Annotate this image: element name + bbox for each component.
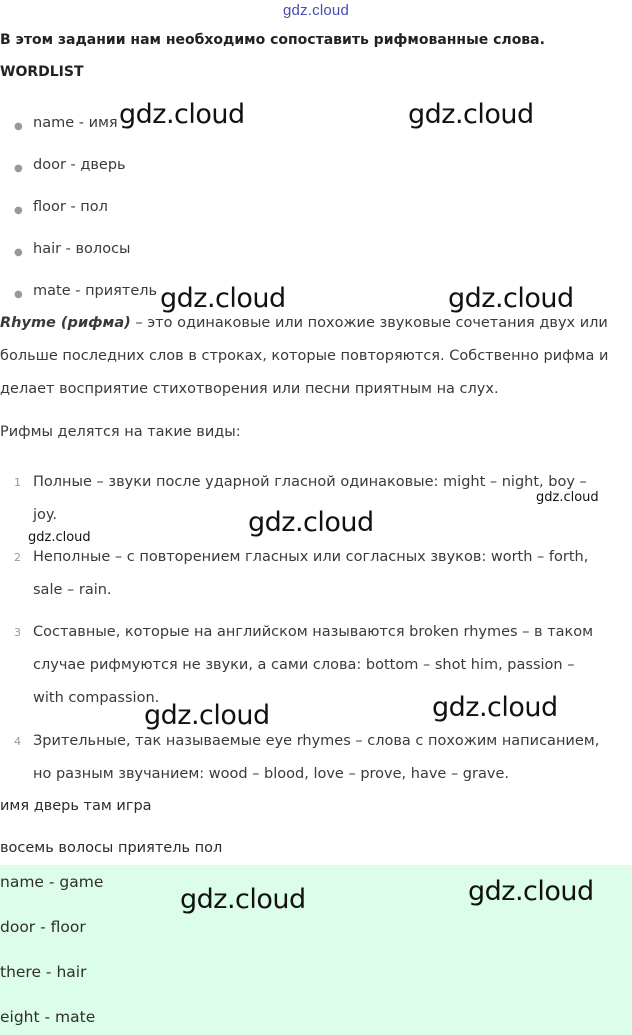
- list-item-line: Составные, которые на английском называются broken rhymes – в таком: [33, 624, 594, 640]
- watermark: gdz.cloud: [160, 283, 286, 314]
- watermark: gdz.cloud: [408, 99, 534, 130]
- list-item-line: sale – rain.: [33, 582, 112, 598]
- bullet-icon: ●: [14, 205, 23, 216]
- watermark: gdz.cloud: [536, 490, 599, 505]
- list-item-line: Полные – звуки после ударной гласной одинаковые: might – night, boy –: [33, 474, 587, 490]
- list-number: 4: [14, 735, 21, 748]
- task-words-line: восемь волосы приятель пол: [0, 840, 223, 856]
- rhyme-definition: [0, 315, 608, 331]
- rhyme-def-line: больше последних слов в строках, которые повторяются. Собственно рифма и: [0, 348, 609, 364]
- rhyme-def-line: делает восприятие стихотворения или песни приятным на слух.: [0, 381, 499, 397]
- intro-text: В этом задании нам необходимо сопоставить рифмованные слова.: [0, 32, 545, 48]
- answer-pair: there - hair: [0, 963, 87, 981]
- list-item-line: Зрительные, так называемые eye rhymes – слова с похожим написанием,: [33, 733, 600, 749]
- answer-pair: eight - mate: [0, 1008, 96, 1026]
- site-logo[interactable]: gdz.cloud: [282, 2, 349, 19]
- types-intro: Рифмы делятся на такие виды:: [0, 424, 241, 440]
- task-words-line: имя дверь там игра: [0, 798, 152, 814]
- wordlist-heading: WORDLIST: [0, 64, 84, 80]
- answer-pair: door - floor: [0, 918, 86, 936]
- list-number: 1: [14, 476, 21, 489]
- wordlist-item: mate - приятель: [33, 283, 158, 299]
- list-number: 3: [14, 626, 21, 639]
- list-item-line: joy.: [33, 507, 58, 523]
- bullet-icon: ●: [14, 289, 23, 300]
- bullet-icon: ●: [14, 121, 23, 132]
- watermark: gdz.cloud: [248, 507, 374, 538]
- rhyme-term: Rhyme (рифма): [0, 315, 131, 331]
- watermark: gdz.cloud: [119, 99, 245, 130]
- rhyme-def-text: – это одинаковые или похожие звуковые сочетания двух или: [130, 315, 608, 331]
- watermark: gdz.cloud: [468, 876, 594, 907]
- wordlist-item: hair - волосы: [33, 241, 131, 257]
- list-item-line: with compassion.: [33, 690, 160, 706]
- bullet-icon: ●: [14, 247, 23, 258]
- list-number: 2: [14, 551, 21, 564]
- wordlist-item: floor - пол: [33, 199, 108, 215]
- list-item-line: Неполные – с повторением гласных или согласных звуков: worth – forth,: [33, 549, 589, 565]
- list-item-line: случае рифмуются не звуки, а сами слова: bottom – shot him, passion –: [33, 657, 575, 673]
- watermark: gdz.cloud: [28, 530, 91, 545]
- answer-pair: name - game: [0, 873, 104, 891]
- list-item-line: но разным звучанием: wood – blood, love – prove, have – grave.: [33, 766, 509, 782]
- watermark: gdz.cloud: [432, 692, 558, 723]
- wordlist-item: door - дверь: [33, 157, 126, 173]
- watermark: gdz.cloud: [180, 884, 306, 915]
- watermark: gdz.cloud: [144, 700, 270, 731]
- wordlist-item: name - имя: [33, 115, 118, 131]
- bullet-icon: ●: [14, 163, 23, 174]
- watermark: gdz.cloud: [448, 283, 574, 314]
